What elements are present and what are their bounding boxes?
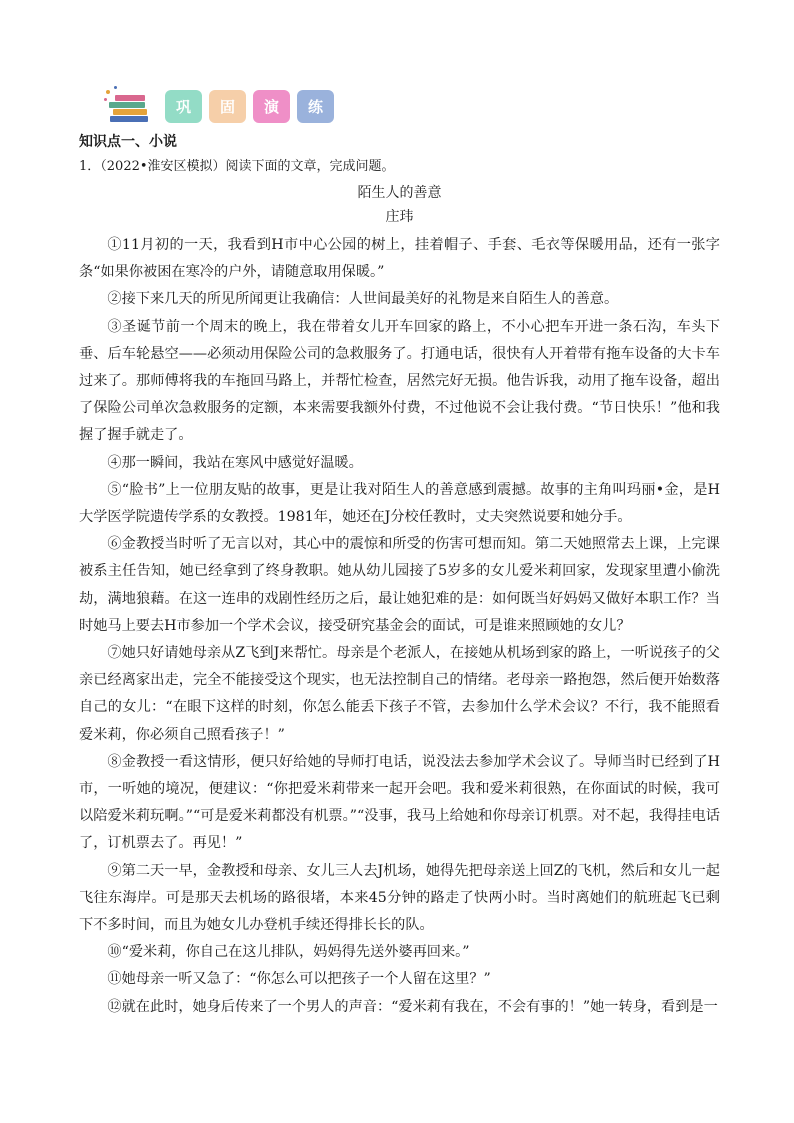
article-author: 庄玮 bbox=[385, 209, 414, 225]
paragraph-11: ⑪她母亲一听又急了：“你怎么可以把孩子一个人留在这里？” bbox=[107, 971, 491, 988]
paragraph-10: ⑩“爱米莉，你自己在这儿排队，妈妈得先送外婆再回来。” bbox=[107, 944, 470, 961]
paragraph-3: ③圣诞节前一个周末的晚上，我在带着女儿开车回家的路上，不小心把车开进一条石沟，车头下垂、后车轮悬空——必须动用保险公司的急救服务了。打通电话，很快有人开着带有拖车设备的大卡车过来了。那师傅将我的车拖回马路上，并帮忙检查，居然完好无损。他告诉我，动用了拖车设备，超出了保险公司单次急救服务的定额，本来需要我额外付费，不过他说不会让我付费。“节日快乐！”他和我握了握手就走了。 bbox=[79, 318, 720, 444]
section-heading: 知识点一、小说 bbox=[79, 134, 177, 150]
practice-banner bbox=[104, 86, 334, 126]
paragraph-6: ⑥金教授当时听了无言以对，其心中的震惊和所受的伤害可想而知。第二天她照常去上课，上完课被系主任告知，她已经拿到了终身教职。她从幼儿园接了5岁多的女儿爱米莉回家，发现家里遭小偷洗劫，满地狼藉。在这一连串的戏剧性经历之后，最让她犯难的是：如何既当好妈妈又做好本职工作？当时她马上要去H市参加一个学术会议，接受研究基金会的面试，可是谁来照顾她的女儿？ bbox=[79, 536, 720, 634]
banner-tile-gong: 巩 bbox=[165, 90, 202, 123]
paragraph-8: ⑧金教授一看这情形，便只好给她的导师打电话，说没法去参加学术会议了。导师当时已经到了H市，一听她的境况，便建议：“你把爱米莉带来一起开会吧。我和爱米莉很熟，在你面试的时候，我可以陪爱米莉玩啊。”“可是爱米莉都没有机票。”“没事，我马上给她和你母亲订机票。对不起，我得挂电话了，订机票去了。再见！” bbox=[79, 753, 720, 852]
paragraph-2: ②接下来几天的所见所闻更让我确信：人世间最美好的礼物是来自陌生人的善意。 bbox=[107, 291, 619, 308]
question-prompt: 1．（2022•淮安区模拟）阅读下面的文章，完成问题。 bbox=[79, 159, 395, 174]
main-content bbox=[79, 132, 720, 1021]
banner-tile-yan: 演 bbox=[253, 90, 290, 123]
article-title: 陌生人的善意 bbox=[357, 185, 442, 201]
banner-tile-gu: 固 bbox=[209, 90, 246, 123]
paragraph-12: ⑫就在此时，她身后传来了一个男人的声音：“爱米莉有我在，不会有事的！”她一转身，看到是一 bbox=[107, 998, 718, 1015]
paragraph-5: ⑤“脸书”上一位朋友贴的故事，更是让我对陌生人的善意感到震撼。故事的主角叫玛丽•金，是H大学医学院遗传学系的女教授。1981年，她还在J分校任教时，丈夫突然说要和她分手。 bbox=[79, 481, 720, 526]
paragraph-9: ⑨第二天一早，金教授和母亲、女儿三人去J机场，她得先把母亲送上回Z的飞机，然后和女儿一起飞往东海岸。可是那天去机场的路很堵，本来45分钟的路走了快两小时。当时离她们的航班起飞已剩下不多时间，而且为她女儿办登机手续还得排长长的队。 bbox=[79, 862, 720, 934]
paragraph-7: ⑦她只好请她母亲从Z飞到J来帮忙。母亲是个老派人，在接她从机场到家的路上，一听说孩子的父亲已经离家出走，完全不能接受这个现实，也无法控制自己的情绪。老母亲一路抱怨，然后便开始数落自己的女儿：“在眼下这样的时刻，你怎么能丢下孩子不管，去参加什么学术会议？不行，我不能照看爱米莉，你必须自己照看孩子！” bbox=[79, 645, 720, 743]
banner-tile-lian: 练 bbox=[297, 90, 334, 123]
books-icon bbox=[104, 86, 158, 126]
paragraph-1: ①11月初的一天，我看到H市中心公园的树上，挂着帽子、手套、毛衣等保暖用品，还有一张字条“如果你被困在寒冷的户外，请随意取用保暖。” bbox=[79, 237, 720, 281]
paragraph-4: ④那一瞬间，我站在寒风中感觉好温暖。 bbox=[107, 454, 363, 471]
